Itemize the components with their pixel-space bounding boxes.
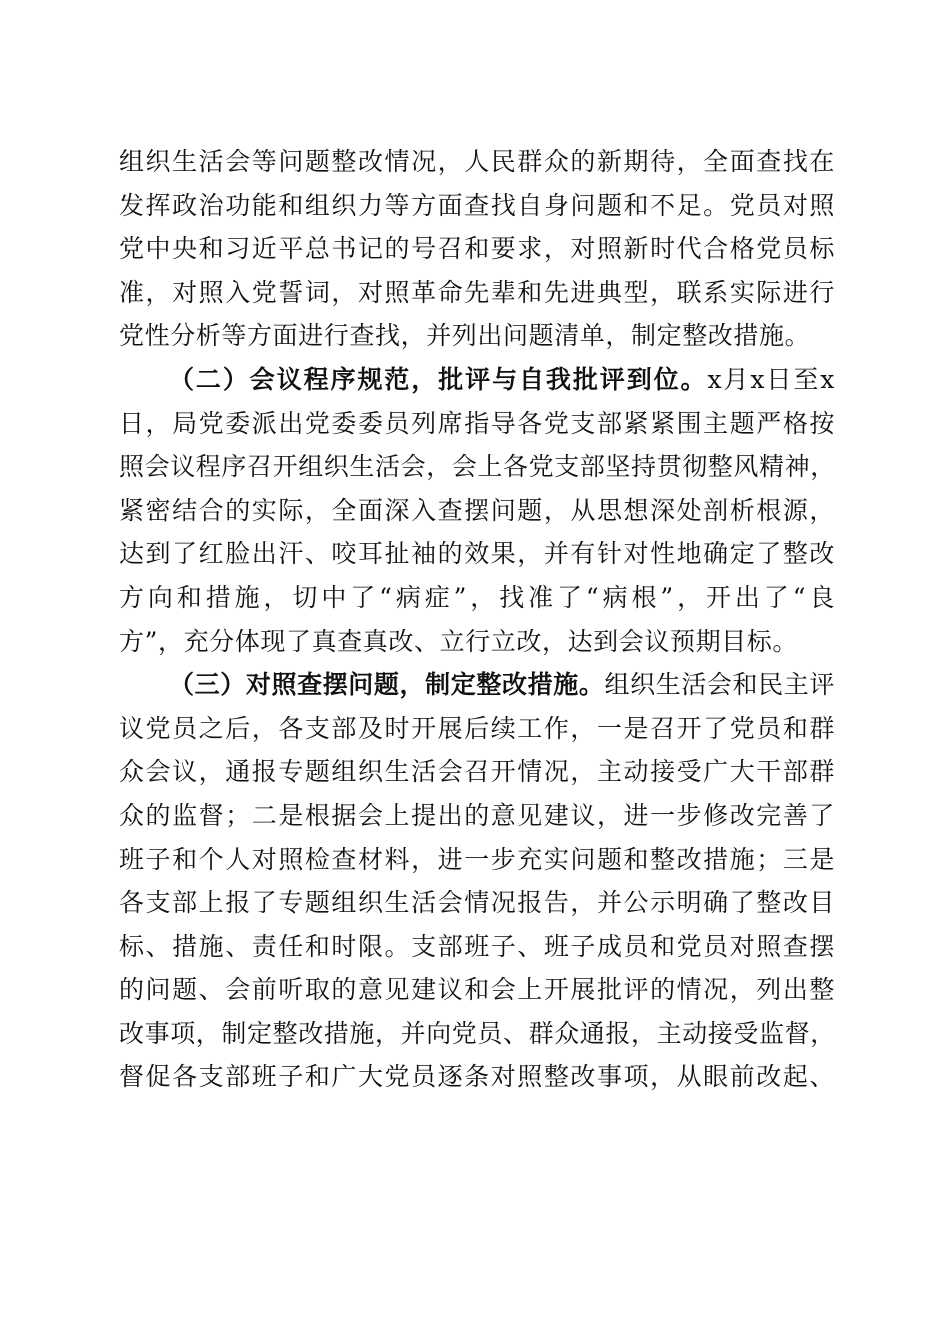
text-line: 众会议，通报专题组织生活会召开情况，主动接受广大干部群 <box>119 757 835 787</box>
text-run: 组织生活会和民主评 <box>604 670 835 700</box>
text-line: 标、措施、责任和时限。支部班子、班子成员和党员对照查摆 <box>119 931 835 961</box>
text-line: 达到了红脸出汗、咬耳扯袖的效果，并有针对性地确定了整改 <box>119 539 835 569</box>
paragraph-first-line <box>119 663 835 707</box>
text-line: 督促各支部班子和广大党员逐条对照整改事项，从眼前改起、 <box>119 1062 835 1092</box>
text-line: 的问题、会前听取的意见建议和会上开展批评的情况，列出整 <box>119 975 835 1005</box>
document-body <box>119 140 835 1099</box>
section-heading-3: （三）对照查摆问题，制定整改措施。 <box>169 670 605 700</box>
paragraph-3 <box>119 663 835 1099</box>
text-line: 党性分析等方面进行查找，并列出问题清单，制定整改措施。 <box>119 321 811 351</box>
paragraph-2 <box>119 358 835 663</box>
text-line: 各支部上报了专题组织生活会情况报告，并公示明确了整改目 <box>119 888 835 918</box>
text-line: 议党员之后，各支部及时开展后续工作，一是召开了党员和群 <box>119 713 835 743</box>
section-heading-2: （二）会议程序规范，批评与自我批评到位。 <box>169 364 708 394</box>
text-line: 组织生活会等问题整改情况，人民群众的新期待，全面查找在 <box>119 147 835 176</box>
text-run: x月x日至x <box>707 364 835 394</box>
text-line: 班子和个人对照检查材料，进一步充实问题和整改措施；三是 <box>119 844 835 874</box>
paragraph-1 <box>119 140 835 358</box>
text-line: 方向和措施，切中了“病症”，找准了“病根”，开出了“良 <box>119 582 835 612</box>
text-line: 众的监督；二是根据会上提出的意见建议，进一步修改完善了 <box>119 800 835 830</box>
text-line: 准，对照入党誓词，对照革命先辈和先进典型，联系实际进行 <box>119 277 835 307</box>
text-line: 方”，充分体现了真查真改、立行立改，达到会议预期目标。 <box>119 626 798 656</box>
text-line: 党中央和习近平总书记的号召和要求，对照新时代合格党员标 <box>119 234 835 264</box>
text-line: 改事项，制定整改措施，并向党员、群众通报，主动接受监督， <box>119 1018 836 1048</box>
text-line: 照会议程序召开组织生活会，会上各党支部坚持贯彻整风精神， <box>119 452 836 482</box>
text-line: 紧密结合的实际，全面深入查摆问题，从思想深处剖析根源， <box>119 495 835 525</box>
text-line: 日，局党委派出党委委员列席指导各党支部紧紧围主题严格按 <box>119 408 835 438</box>
text-line: 发挥政治功能和组织力等方面查找自身问题和不足。党员对照 <box>119 190 835 220</box>
paragraph-first-line <box>119 358 835 402</box>
